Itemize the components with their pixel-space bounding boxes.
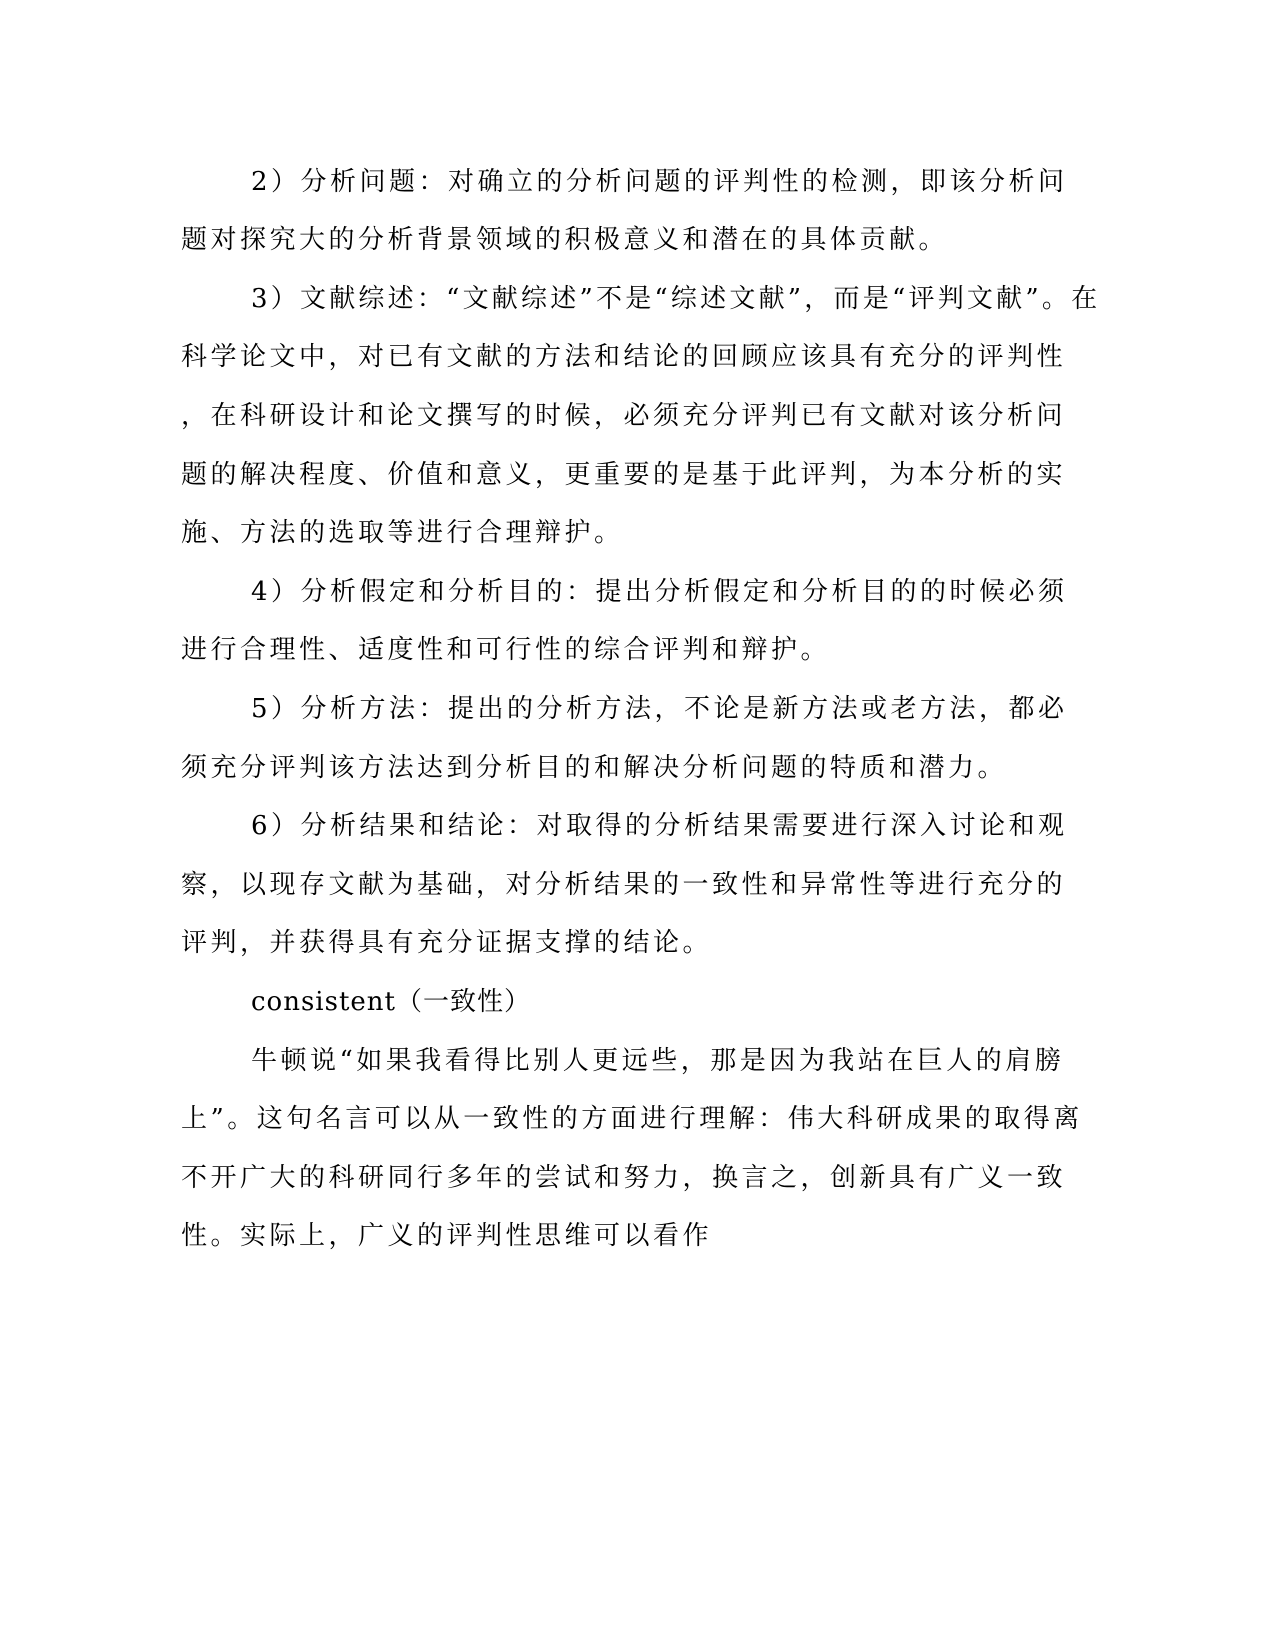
- text-line: 题对探究大的分析背景领域的积极意义和潜在的具体贡献。: [181, 225, 949, 255]
- text-line: 4）分析假定和分析目的：提出分析假定和分析目的的时候必须: [251, 577, 1068, 607]
- text-line: 性。实际上，广义的评判性思维可以看作: [181, 1221, 713, 1251]
- text-line: 5）分析方法：提出的分析方法，不论是新方法或老方法，都必: [251, 694, 1068, 724]
- text-line: 牛顿说“如果我看得比别人更远些，那是因为我站在巨人的肩膀: [251, 1046, 1065, 1076]
- text-line: 进行合理性、适度性和可行性的综合评判和辩护。: [181, 635, 831, 665]
- text-line: 上”。这句名言可以从一致性的方面进行理解：伟大科研成果的取得离: [181, 1104, 1083, 1134]
- text-line: 6）分析结果和结论：对取得的分析结果需要进行深入讨论和观: [251, 811, 1068, 841]
- text-line: ，在科研设计和论文撰写的时候，必须充分评判已有文献对该分析问: [181, 401, 1067, 431]
- text-line: 题的解决程度、价值和意义，更重要的是基于此评判，为本分析的实: [181, 460, 1067, 490]
- text-line: 须充分评判该方法达到分析目的和解决分析问题的特质和潜力。: [181, 753, 1008, 783]
- section-heading: consistent（一致性）: [251, 987, 531, 1017]
- text-line: 察，以现存文献为基础，对分析结果的一致性和异常性等进行充分的: [181, 870, 1067, 900]
- text-line: 科学论文中，对已有文献的方法和结论的回顾应该具有充分的评判性: [181, 342, 1067, 372]
- text-line: 2）分析问题：对确立的分析问题的评判性的检测，即该分析问: [251, 167, 1068, 197]
- text-line: 评判，并获得具有充分证据支撑的结论。: [181, 928, 713, 958]
- text-line: 施、方法的选取等进行合理辩护。: [181, 518, 624, 548]
- text-line: 3）文献综述：“文献综述”不是“综述文献”，而是“评判文献”。在: [251, 284, 1101, 314]
- text-line: 不开广大的科研同行多年的尝试和努力，换言之，创新具有广义一致: [181, 1163, 1067, 1193]
